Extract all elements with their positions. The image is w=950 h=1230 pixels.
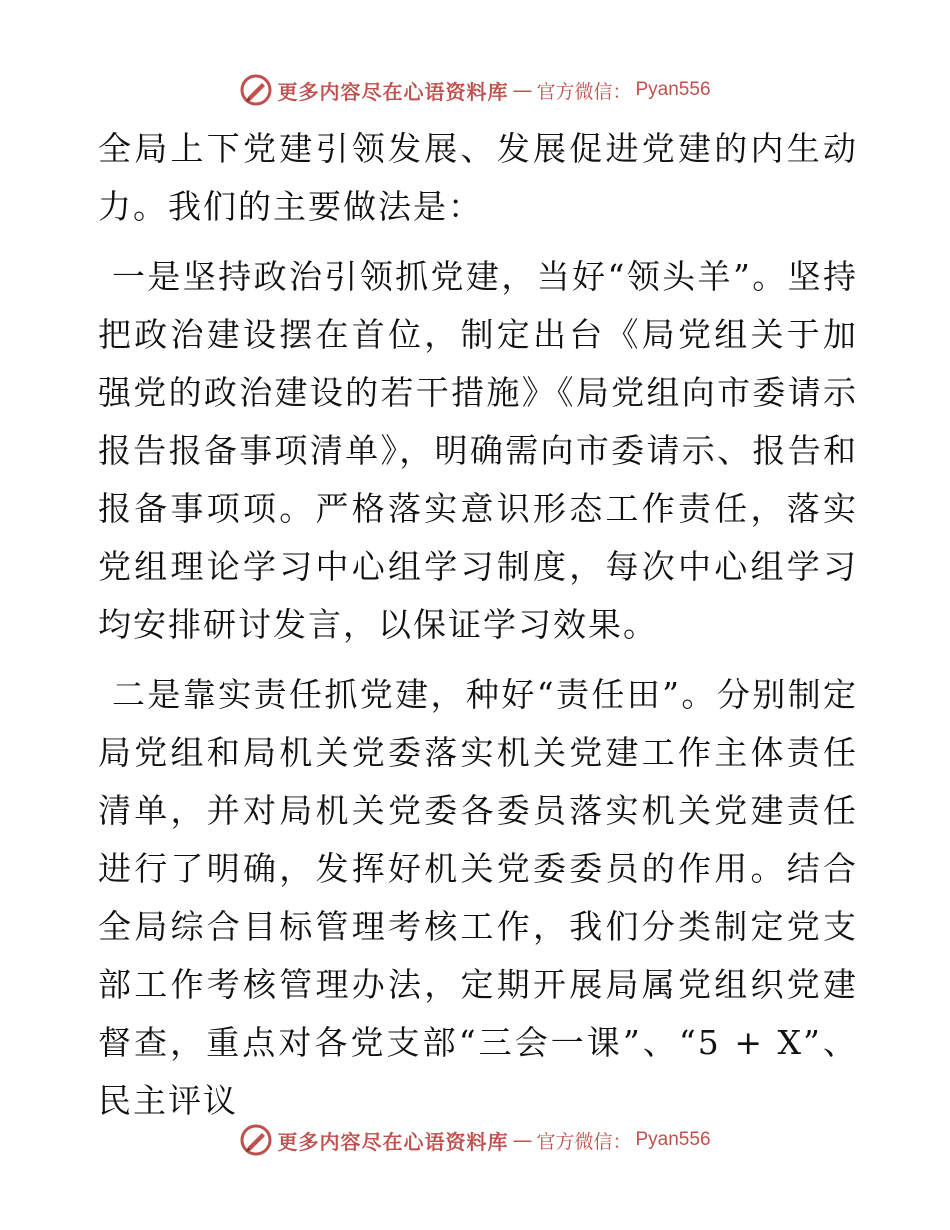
footer-watermark (0, 1120, 950, 1160)
watermark-label: 官方微信： (536, 1130, 632, 1153)
document-body (98, 120, 858, 1130)
watermark-id: Pyan556 (635, 1129, 711, 1150)
paragraph-intro: 全局上下党建引领发展、发展促进党建的内生动力。我们的主要做法是： (98, 129, 858, 226)
header-watermark (0, 70, 950, 110)
watermark-separator: — (512, 1128, 533, 1152)
watermark-separator: — (512, 78, 533, 102)
watermark-label: 官方微信： (536, 80, 632, 103)
paragraph-point-two: 二是靠实责任抓党建，种好“责任田”。分别制定局党组和局机关党委落实机关党建工作主体责任清单，并对局机关党委各委员落实机关党建责任进行了明确，发挥好机关党委委员的作用。结合全局综合目标管理考核工作，我们分类制定党支部工作考核管理办法，定期开展局属党组织党建督查，重点对各党支部“三会一课”、“5 + X”、民主评议 (98, 675, 858, 1120)
paragraph-point-one: 一是坚持政治引领抓党建，当好“领头羊”。坚持把政治建设摆在首位，制定出台《局党组关于加强党的政治建设的若干措施》《局党组向市委请示报告报备事项清单》，明确需向市委请示、报告和报备事项项。严格落实意识形态工作责任，落实党组理论学习中心组学习制度，每次中心组学习均安排研讨发言，以保证学习效果。 (98, 257, 858, 644)
watermark-id: Pyan556 (635, 79, 711, 100)
pen-logo-icon (239, 1123, 273, 1157)
watermark-site-text: 更多内容尽在心语资料库 (277, 79, 509, 104)
pen-logo-icon (239, 73, 273, 107)
watermark-site-text: 更多内容尽在心语资料库 (277, 1129, 509, 1154)
